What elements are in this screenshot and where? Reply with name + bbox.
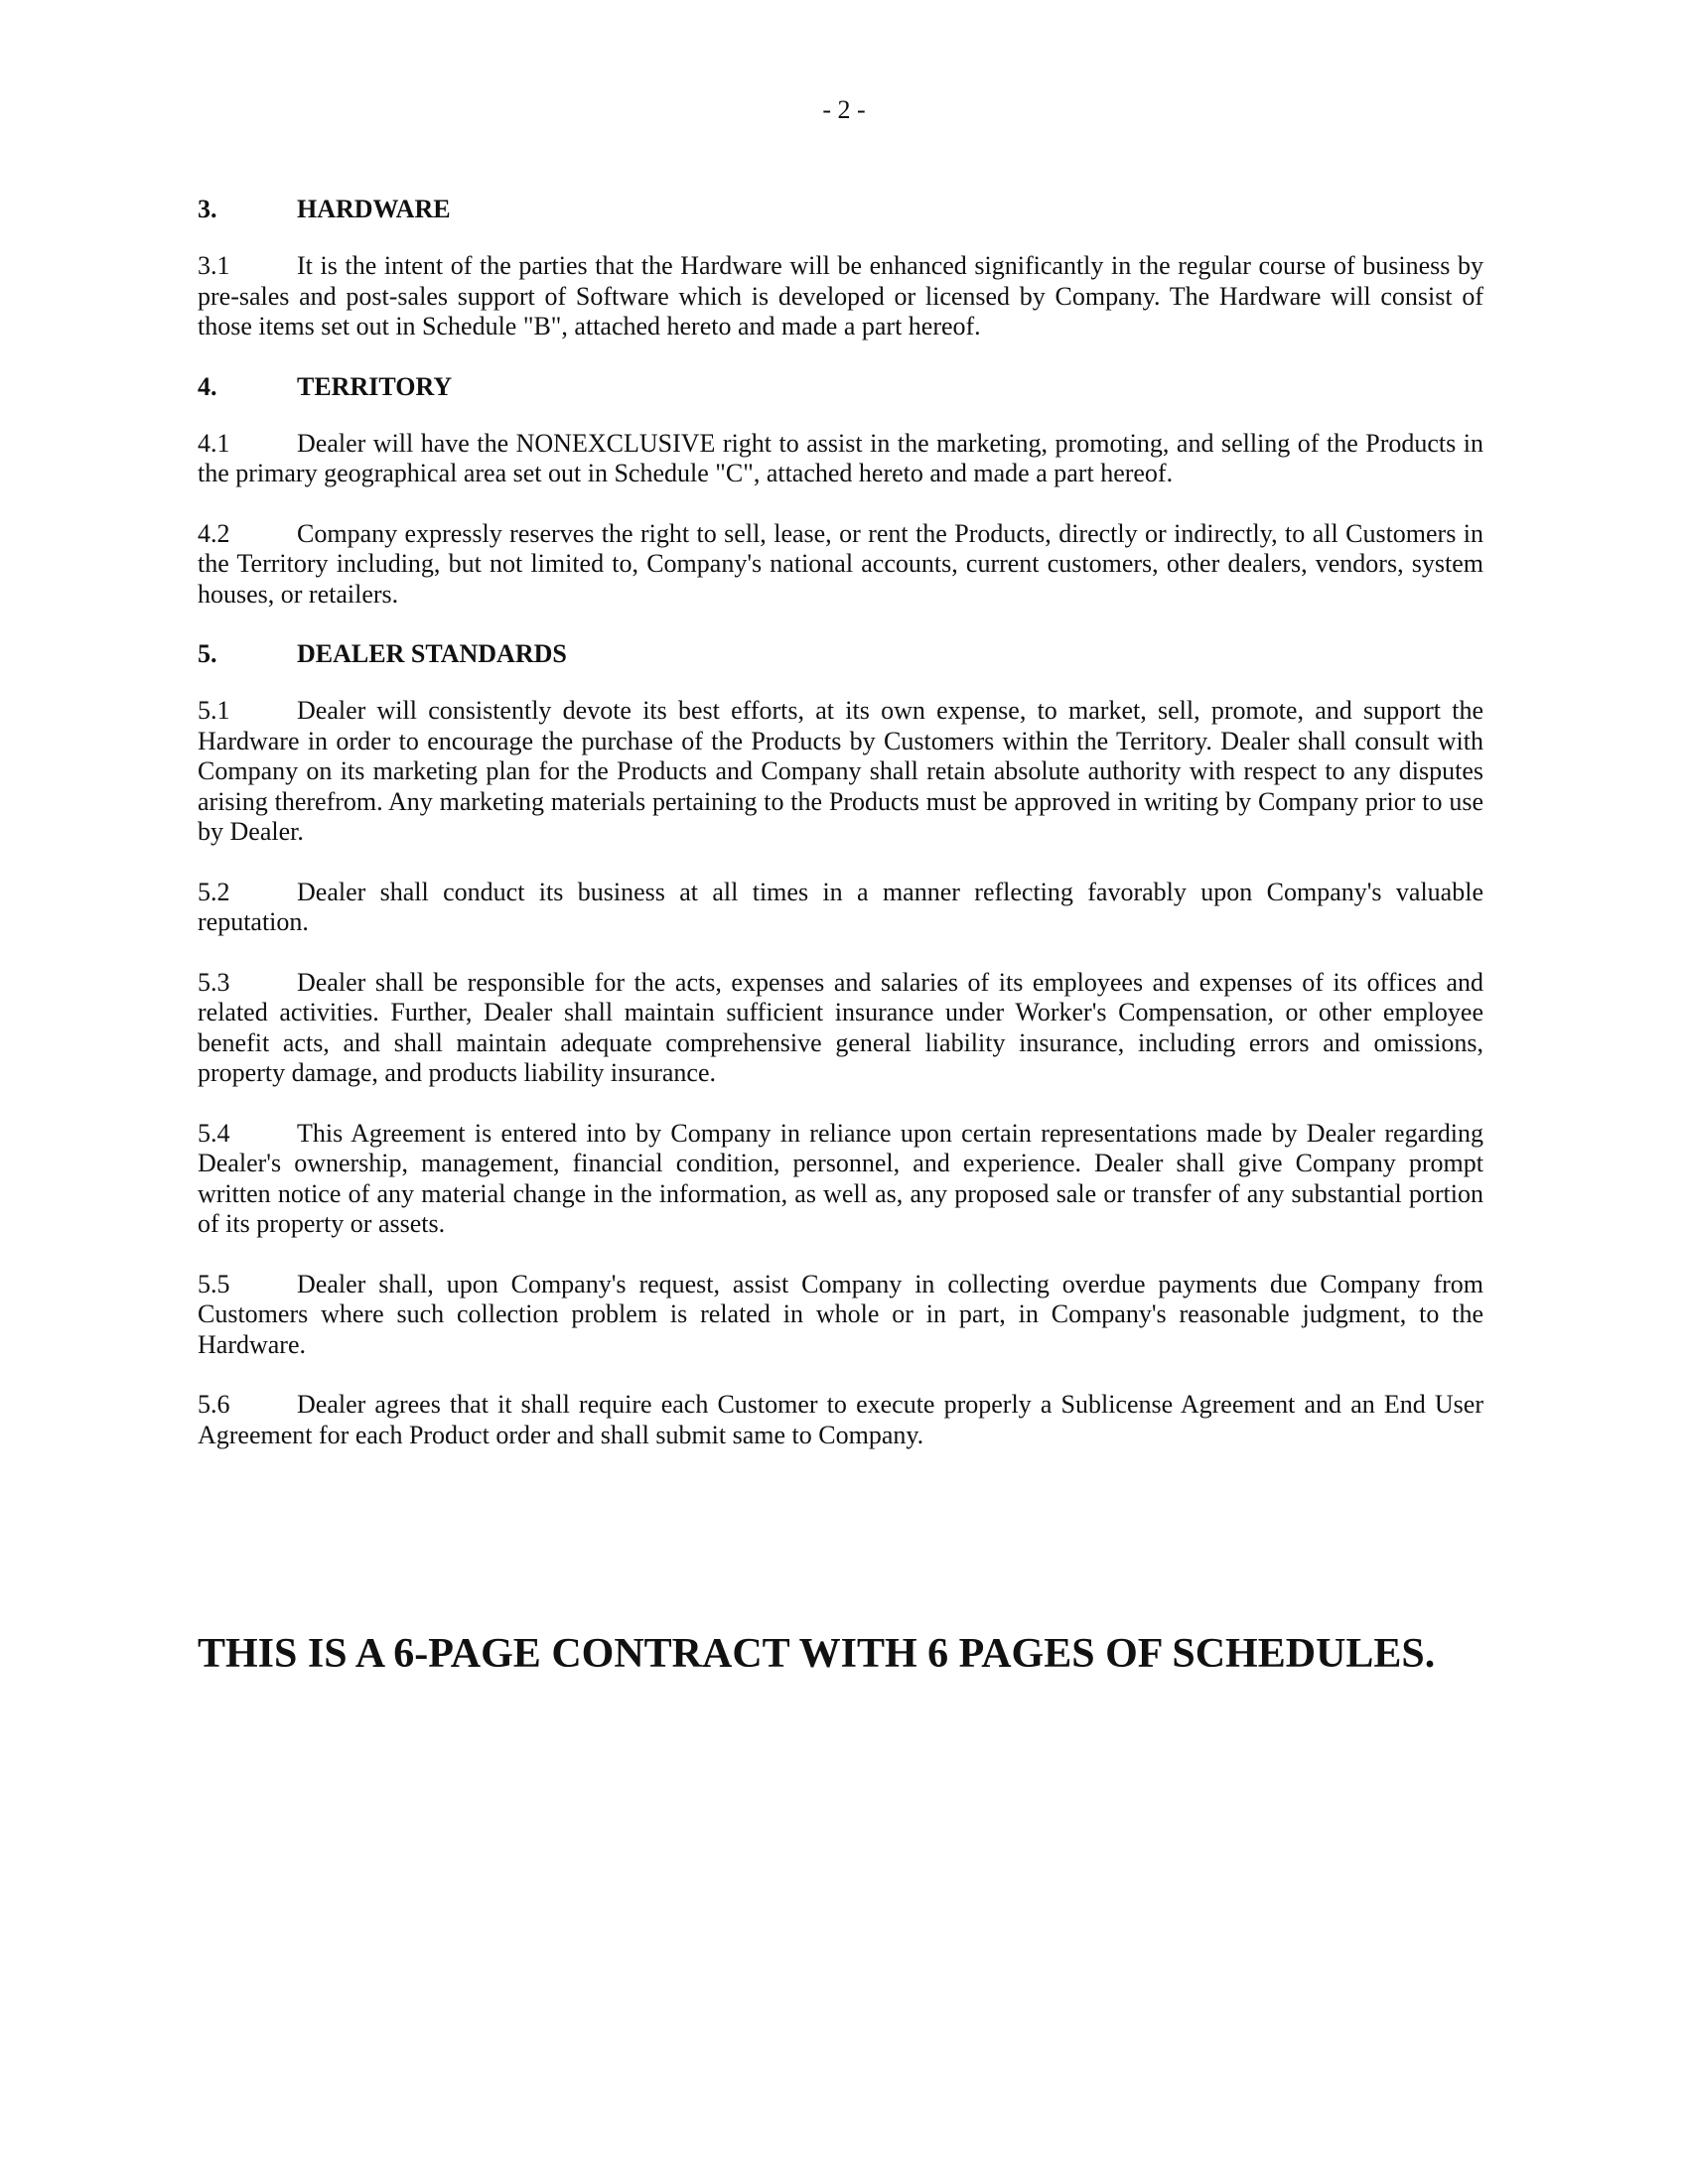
clause-text: Dealer will consistently devote its best efforts, at its own expense, to market, sell, promote, and support the Hardware in order to encourage the purchase of the Products by Customers within the Territory. Dealer shall consult with Company on its marketing plan for the Products and Company shall retain absolute authority with respect to any disputes arising therefrom. Any marketing materials pertaining to the Products must be approved in writing by Company prior to use by Dealer. bbox=[198, 696, 1483, 846]
section-heading-dealer-standards bbox=[198, 639, 1483, 669]
section-heading-territory bbox=[198, 372, 1483, 402]
clause-number: 5.3 bbox=[198, 967, 230, 997]
clause-number: 3.1 bbox=[198, 251, 230, 280]
clause-number: 5.6 bbox=[198, 1390, 230, 1419]
clause-5-1 bbox=[198, 696, 1483, 848]
clause-number: 5.4 bbox=[198, 1118, 230, 1148]
clause-5-5 bbox=[198, 1270, 1483, 1361]
clause-number: 5.5 bbox=[198, 1269, 230, 1298]
clause-text: Dealer shall conduct its business at all times in a manner reflecting favorably upon Company's valuable reputation. bbox=[198, 877, 1483, 936]
clause-3-1 bbox=[198, 251, 1483, 342]
document-body bbox=[198, 195, 1483, 1480]
clause-5-4 bbox=[198, 1119, 1483, 1240]
section-number: 4. bbox=[198, 371, 217, 401]
clause-text: Dealer shall be responsible for the acts, expenses and salaries of its employees and expenses of its offices and related activities. Further, Dealer shall maintain sufficient insurance under Worker's Compensation, or other employee benefit acts, and shall maintain adequate comprehensive general liability insurance, including errors and omissions, property damage, and products liability insurance. bbox=[198, 967, 1483, 1087]
section-title: HARDWARE bbox=[297, 195, 451, 223]
section-title: DEALER STANDARDS bbox=[297, 639, 567, 668]
clause-number: 4.1 bbox=[198, 428, 230, 458]
clause-text: Dealer agrees that it shall require each Customer to execute properly a Sublicense Agreement and an End User Agreement for each Product order and shall submit same to Company. bbox=[198, 1390, 1483, 1449]
clause-5-2 bbox=[198, 878, 1483, 938]
page-number: - 2 - bbox=[822, 95, 866, 124]
clause-number: 5.2 bbox=[198, 877, 230, 906]
clause-5-6 bbox=[198, 1390, 1483, 1450]
clause-4-2 bbox=[198, 519, 1483, 611]
clause-text: This Agreement is entered into by Company in reliance upon certain representations made by Dealer regarding Dealer's ownership, management, financial condition, personnel, and experience. Dealer shall give Company prompt written notice of any material change in the information, as well as, any proposed sale or transfer of any substantial portion of its property or assets. bbox=[198, 1118, 1483, 1238]
clause-5-3 bbox=[198, 968, 1483, 1089]
contract-length-notice: THIS IS A 6-PAGE CONTRACT WITH 6 PAGES OF SCHEDULES. bbox=[198, 1631, 1436, 1677]
clause-number: 5.1 bbox=[198, 696, 230, 725]
section-title: TERRITORY bbox=[297, 371, 453, 401]
clause-text: Dealer will have the NONEXCLUSIVE right to assist in the marketing, promoting, and selling of the Products in the primary geographical area set out in Schedule "C", attached hereto and made a part hereof. bbox=[198, 428, 1483, 487]
clause-4-1 bbox=[198, 429, 1483, 489]
section-number: 3. bbox=[198, 195, 217, 223]
clause-text: Company expressly reserves the right to sell, lease, or rent the Products, directly or indirectly, to all Customers in the Territory including, but not limited to, Company's national accounts, current customers, other dealers, vendors, system houses, or retailers. bbox=[198, 518, 1483, 609]
section-heading-hardware bbox=[198, 195, 1483, 224]
clause-text: Dealer shall, upon Company's request, assist Company in collecting overdue payments due Company from Customers where such collection problem is related in whole or in part, in Company's reasonable judgment, to the Hardware. bbox=[198, 1269, 1483, 1359]
section-number: 5. bbox=[198, 639, 217, 668]
clause-number: 4.2 bbox=[198, 518, 230, 548]
clause-text: It is the intent of the parties that the Hardware will be enhanced significantly in the regular course of business by pre-sales and post-sales support of Software which is developed or licensed by Company. The Hardware will consist of those items set out in Schedule "B", attached hereto and made a part hereof. bbox=[198, 251, 1483, 341]
